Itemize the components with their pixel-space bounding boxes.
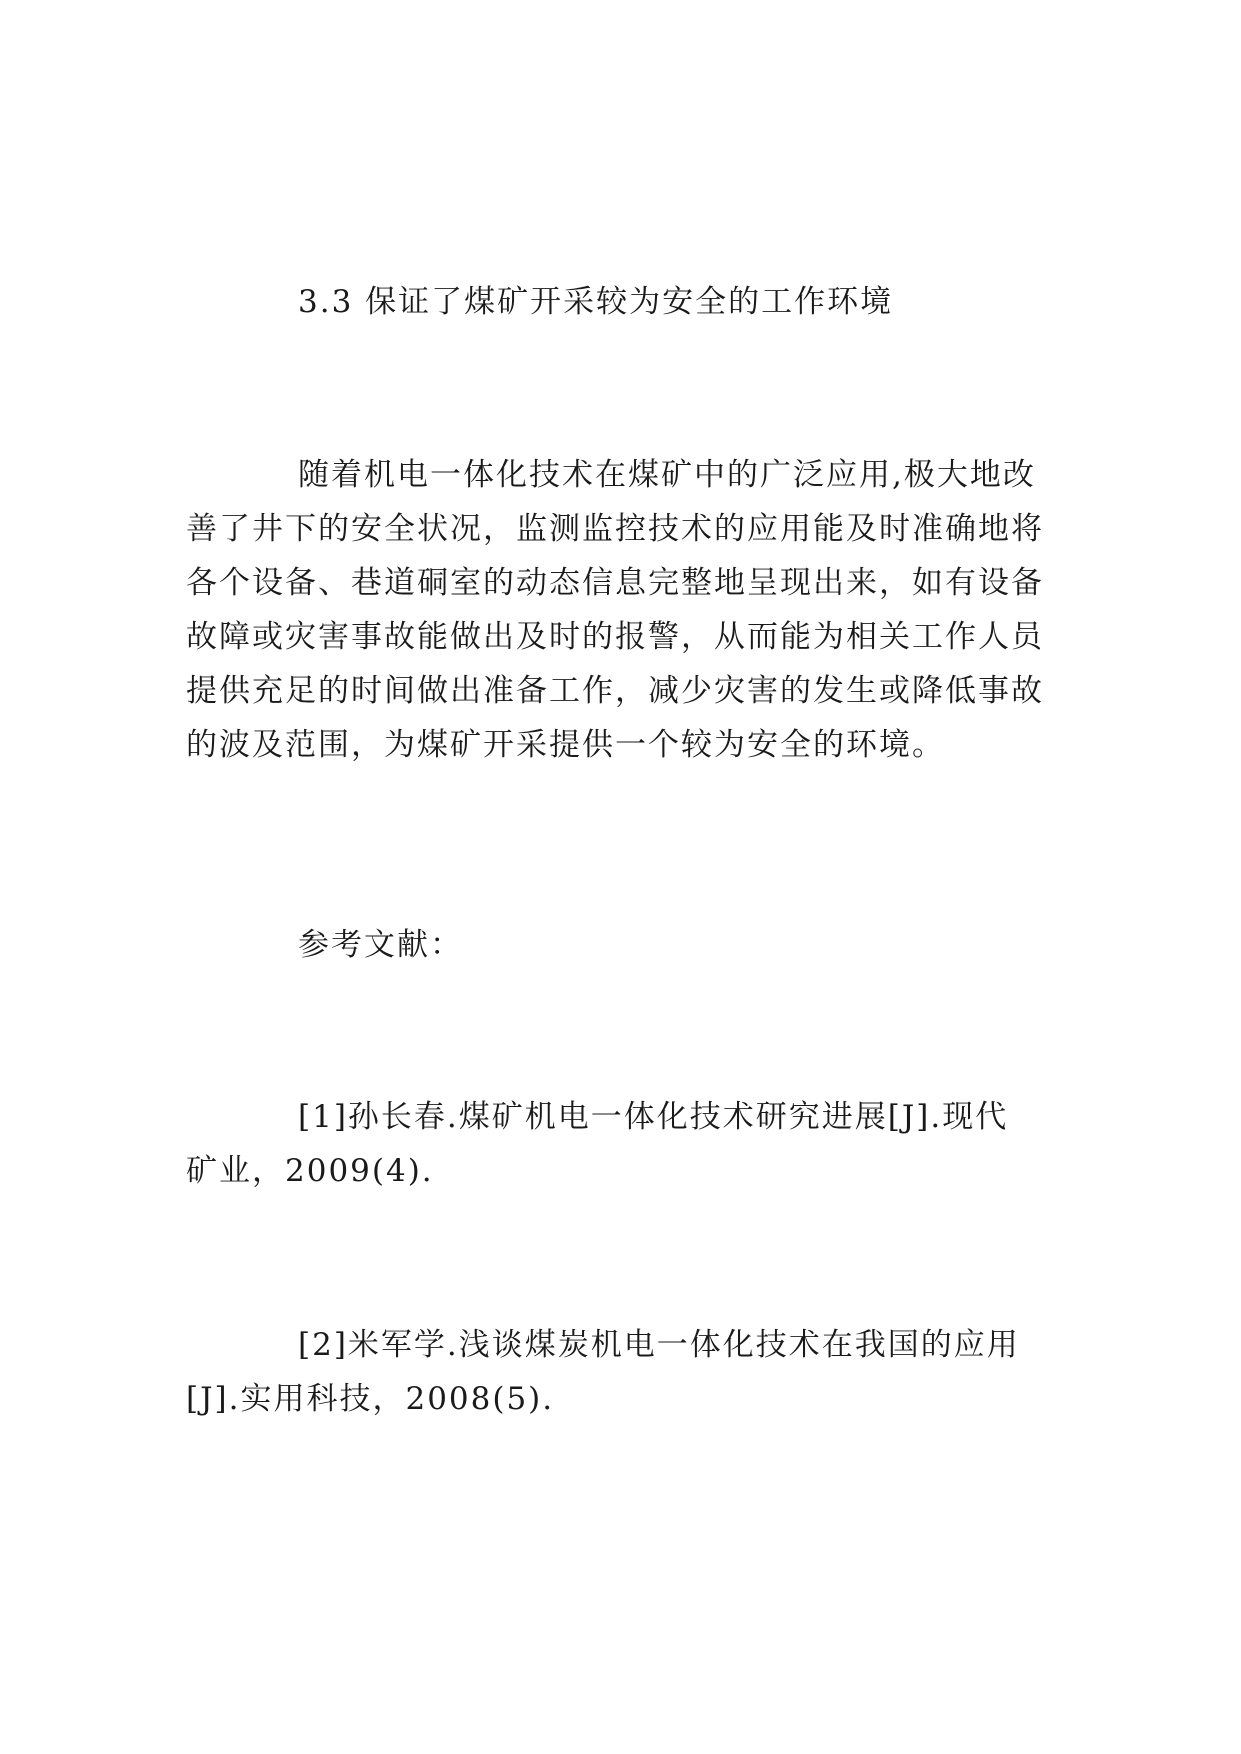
section-heading-text: 3.3 保证了煤矿开采较为安全的工作环境: [298, 284, 894, 320]
paragraph-line: 提供充足的时间做出准备工作，减少灾害的发生或降低事故: [186, 673, 1044, 709]
reference-line: [2]米军学.浅谈煤炭机电一体化技术在我国的应用: [298, 1327, 1020, 1363]
paragraph-line: 善了井下的安全状况，监测监控技术的应用能及时准确地将: [186, 511, 1044, 547]
references-heading: [186, 918, 1052, 972]
reference-line: [1]孙长春.煤矿机电一体化技术研究进展[J].现代: [298, 1099, 1009, 1135]
reference-line: [J].实用科技，2008(5).: [186, 1381, 555, 1417]
reference-item-2: [186, 1318, 1052, 1426]
paragraph-line: 故障或灾害事故能做出及时的报警，从而能为相关工作人员: [186, 619, 1044, 655]
paragraph-line: 随着机电一体化技术在煤矿中的广泛应用,极大地改: [298, 457, 1036, 493]
body-paragraph: [186, 448, 1052, 772]
section-heading: [186, 275, 1052, 329]
reference-line: 矿业，2009(4).: [186, 1153, 434, 1189]
references-title: 参考文献：: [298, 927, 463, 963]
paragraph-line: 各个设备、巷道硐室的动态信息完整地呈现出来，如有设备: [186, 565, 1044, 601]
paragraph-line: 的波及范围，为煤矿开采提供一个较为安全的环境。: [186, 727, 945, 763]
reference-item-1: [186, 1090, 1052, 1198]
